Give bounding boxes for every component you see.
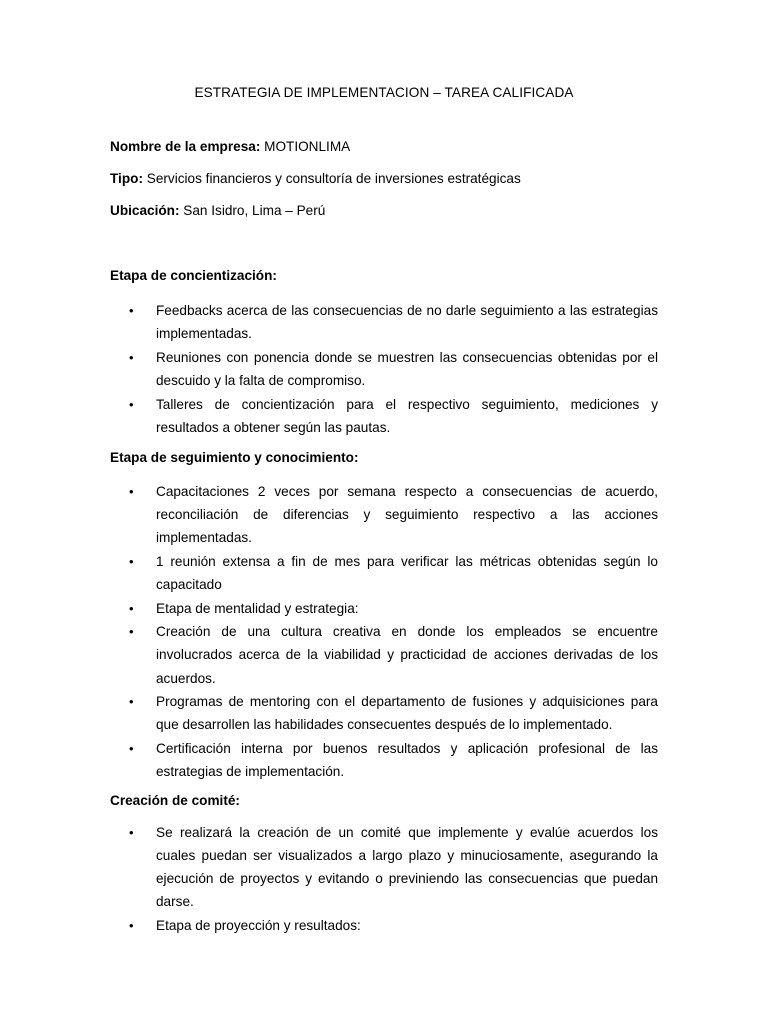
- list-item-text: Programas de mentoring con el departamento de fusiones y adquisiciones para que desarrollen las habilidades consecuentes después de lo implementado.: [156, 694, 658, 733]
- type-field: [110, 170, 521, 188]
- list-item: [110, 480, 658, 549]
- list-item-text: Talleres de concientización para el respectivo seguimiento, mediciones y resultados a obtener según las pautas.: [156, 396, 658, 435]
- list-item-text: 1 reunión extensa a fin de mes para verificar las métricas obtenidas según lo capacitado: [156, 553, 658, 592]
- bullet-icon: •: [129, 396, 134, 412]
- location-value: San Isidro, Lima – Perú: [183, 203, 326, 218]
- list-item: [110, 299, 658, 345]
- bullet-icon: •: [129, 553, 134, 569]
- company-field: [110, 138, 350, 156]
- bullet-icon: •: [129, 600, 134, 616]
- section-heading-comite: Creación de comité:: [110, 793, 240, 808]
- list-item-text: Feedbacks acerca de las consecuencias de no darle seguimiento a las estrategias implementadas.: [156, 303, 658, 342]
- list-item-text: Etapa de proyección y resultados:: [156, 917, 361, 933]
- location-field: [110, 202, 325, 220]
- list-item-text: Creación de una cultura creativa en donde los empleados se encuentre involucrados acerca de la viabilidad y practicidad de acciones derivadas de los acuerdos.: [156, 624, 658, 686]
- bullet-list-seguimiento: [110, 480, 658, 784]
- list-item: [110, 550, 658, 596]
- bullet-icon: •: [129, 917, 134, 933]
- list-item: [110, 690, 658, 736]
- bullet-icon: •: [129, 349, 134, 365]
- type-value: Servicios financieros y consultoría de inversiones estratégicas: [146, 171, 521, 186]
- bullet-list-comite: [110, 821, 658, 938]
- list-item: [110, 821, 658, 913]
- list-item: [110, 620, 658, 689]
- list-item-text: Capacitaciones 2 veces por semana respecto a consecuencias de acuerdo, reconciliación de diferencias y seguimiento respectivo a las acciones implementadas.: [156, 484, 658, 546]
- bullet-list-concientizacion: [110, 299, 658, 439]
- list-item-text: Etapa de mentalidad y estrategia:: [156, 600, 359, 616]
- list-item-text: Certificación interna por buenos resultados y aplicación profesional de las estrategias de implementación.: [156, 741, 658, 780]
- list-item-text: Reuniones con ponencia donde se muestren las consecuencias obtenidas por el descuido y la falta de compromiso.: [156, 349, 658, 388]
- list-item: [110, 346, 658, 392]
- company-value: MOTIONLIMA: [264, 139, 351, 154]
- list-item: [110, 393, 658, 439]
- bullet-icon: •: [129, 303, 134, 318]
- company-label: Nombre de la empresa:: [110, 139, 261, 154]
- list-item: [110, 597, 658, 620]
- list-item: [110, 914, 658, 937]
- location-label: Ubicación:: [110, 203, 180, 218]
- bullet-icon: •: [129, 825, 134, 840]
- section-heading-seguimiento: Etapa de seguimiento y conocimiento:: [110, 450, 359, 465]
- list-item-text: Se realizará la creación de un comité que implemente y evalúe acuerdos los cuales puedan ser visualizados a largo plazo y minuciosamente, asegurando la ejecución de proyectos y evitando o previniendo las consecuencias que puedan darse.: [156, 825, 658, 910]
- bullet-icon: •: [129, 484, 134, 499]
- bullet-icon: •: [129, 694, 134, 710]
- section-heading-concientizacion: Etapa de concientización:: [110, 268, 277, 283]
- list-item: [110, 737, 658, 783]
- bullet-icon: •: [129, 624, 134, 640]
- type-label: Tipo:: [110, 171, 143, 186]
- bullet-icon: •: [129, 741, 134, 756]
- document-title: ESTRATEGIA DE IMPLEMENTACION – TAREA CALIFICADA: [194, 85, 574, 100]
